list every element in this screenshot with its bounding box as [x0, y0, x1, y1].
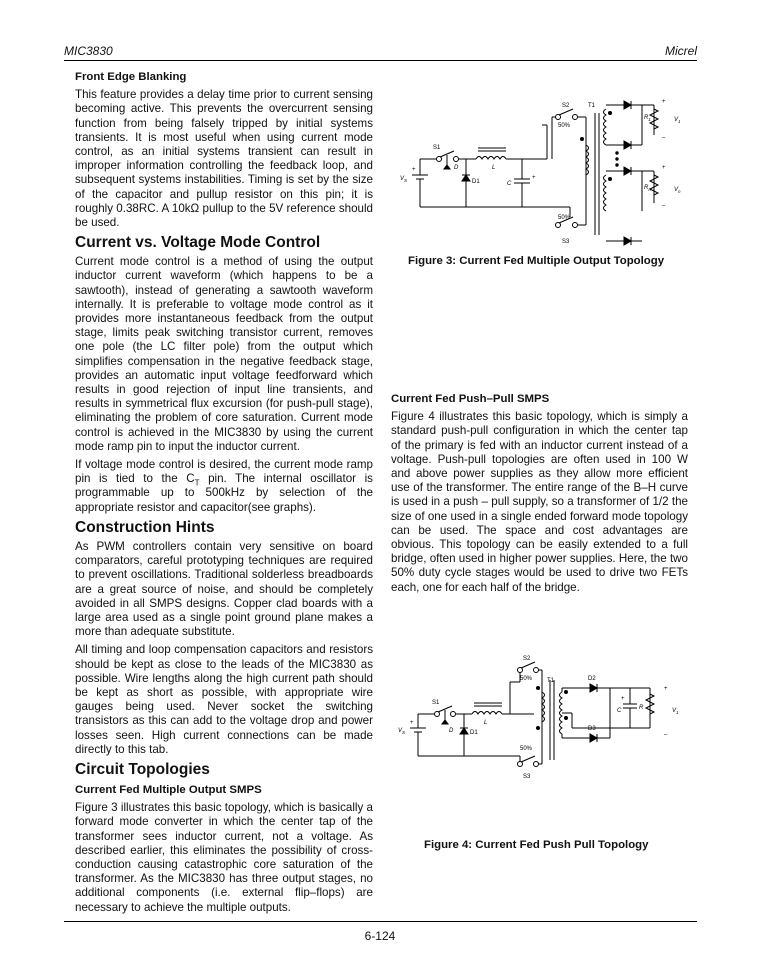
figure-3-schematic: [392, 95, 692, 255]
fig4-label-v1: [672, 708, 679, 715]
fig4-plus-v1: +: [664, 686, 668, 692]
fig3-rn-main: R: [644, 185, 649, 191]
page-number: 6-124: [364, 929, 396, 943]
fig4-label-d1: D1: [470, 730, 478, 736]
current-vs-voltage-p1: Current mode control is a method of using the output inductor current waveform (which happens to be a sawtooth), instead of generating a sawtooth waveform internally. It is preferable to voltage mode control as it provides more instantaneous feedback from the output stage, limits peak switching transistor current, removes one pole (the LC filter pole) from the output which simplifies compensation in the negative feedback stage, provides an automatic input voltage feedforward which results in good rejection of input line transients, and results in symmetrical flux excursion (for push-pull stage), eliminating the problem of core saturation. Current mode control is achieved in the MIC3830 by using the current mode ramp pin to input the inductor current.: [75, 255, 373, 453]
fig4-label-d: D: [449, 728, 454, 734]
fig4-plus-vs: +: [410, 720, 414, 726]
fig3-v1-sub: 1: [678, 119, 681, 124]
fig3-v1-main: V: [674, 117, 679, 123]
p2-part-b: pin. The internal oscillator is programmable up to 500kHz by selection of the appropriate resistor and capacitor(see graphs).: [75, 472, 373, 514]
fig3-label-s3: S3: [562, 239, 570, 245]
push-pull-heading: Current Fed Push–Pull SMPS: [391, 393, 550, 405]
p2-part-a: If voltage mode control is desired, the current mode ramp pin is tied to the C: [75, 458, 373, 486]
fig3-label-rn: [644, 185, 651, 192]
fig3-label-s2: S2: [562, 103, 570, 109]
fig3-minus-v1: –: [662, 135, 666, 141]
fig3-label-vn: [674, 187, 681, 194]
multi-output-subheading: Current Fed Multiple Output SMPS: [75, 783, 262, 796]
fig3-plus-vn: +: [662, 165, 666, 171]
fig4-label-l: L: [484, 720, 488, 726]
fig4-label-s3: S3: [523, 774, 531, 780]
fig4-plus-c: +: [621, 696, 625, 702]
multi-output-body: Figure 3 illustrates this basic topology, which is basically a forward mode converter in which the center tap of the transformer sees inductor current, not a voltage. As described earlier, this eliminates the possibility of cross-conduction causing catastrophic core saturation of the transformer. As the MIC3830 has three output stages, no additional components (i.e. external flip–flops) are necessary to achieve the multiple outputs.: [75, 801, 373, 914]
figure-4-schematic: [392, 652, 692, 782]
fig3-label-t1: T1: [588, 103, 596, 109]
fig4-label-t1: T1: [547, 678, 555, 684]
figure-4-caption: Figure 4: Current Fed Push Pull Topology: [424, 839, 649, 851]
fig3-vs-main: V: [400, 176, 405, 182]
fig4-vs-main: V: [398, 728, 403, 734]
fig3-plus-c: +: [532, 175, 536, 181]
fig4-label-s1: S1: [432, 700, 440, 706]
construction-p2: All timing and loop compensation capacitors and resistors should be kept as close to the leads of the MIC3830 as possible. Wire lengths along the high current path should be kept as short as possible, with appropriate wire gauges being used. Never socket the switching transistors as this can add to the voltage drop and power losses seen. High current connections can be made directly to this tab.: [75, 643, 373, 756]
fig3-duty-top: 50%: [558, 123, 571, 129]
fig3-plus-v1: +: [662, 99, 666, 105]
construction-heading: Construction Hints: [75, 518, 215, 536]
topologies-heading: Circuit Topologies: [75, 760, 210, 778]
fig4-label-s2: S2: [523, 656, 531, 662]
current-vs-voltage-heading: Current vs. Voltage Mode Control: [75, 234, 321, 252]
fig4-label-vs: [398, 728, 405, 735]
p2-subscript: T: [194, 478, 200, 488]
header-rule: [64, 60, 697, 61]
fig3-r1-sub: 1: [648, 117, 651, 122]
fig3-label-d1: D1: [472, 179, 480, 185]
current-vs-voltage-p2: [75, 458, 373, 515]
fig3-r1-main: R: [644, 115, 649, 121]
fig4-duty-top: 50%: [520, 676, 533, 682]
fig3-label-r1: [644, 115, 651, 122]
fig3-label-l: L: [492, 165, 496, 171]
front-edge-heading: Front Edge Blanking: [75, 71, 187, 83]
fig3-rn-sub: n: [648, 187, 651, 192]
push-pull-body: Figure 4 illustrates this basic topology, which is simply a standard push-pull configuration in which the center tap of the primary is fed with an inductor current instead of a voltage. Push-pull topologies are often used in 100 W and above power supplies as they allow more efficient use of the transformer. The entire range of the B–H curve is used in a push – pull supply, so a transformer of 1/2 the size of one used in a single ended forward mode topology can be used. The space and cost advantages are obvious. This topology can be easily extended to a full bridge, often used in higher power supplies. Here, the two 50% duty cycle stages would be used to drive two FETs each, one for each half of the bridge.: [391, 410, 688, 594]
figure-3-caption: Figure 3: Current Fed Multiple Output Topology: [408, 255, 665, 267]
fig3-plus-vs: +: [412, 167, 416, 173]
fig3-duty-bot: 50%: [558, 215, 571, 221]
construction-p1: As PWM controllers contain very sensitive on board comparators, careful prototyping techniques are required to prevent oscillations. Traditional solderless breadboards are a great source of noise, and should be completely avoided in all SMPS designs. Copper clad boards with a large area used as a single point ground plane makes a more than adequate substitute.: [75, 539, 373, 639]
header-doc-id: MIC3830: [64, 44, 113, 58]
fig4-label-c: C: [617, 708, 622, 714]
fig4-v1-sub: 1: [676, 710, 679, 715]
fig4-label-r: R: [639, 705, 644, 711]
right-column: [391, 392, 688, 599]
left-column: [75, 70, 373, 919]
fig4-v1-main: V: [672, 708, 677, 714]
fig4-vs-sub: S: [402, 730, 406, 735]
fig3-label-s1: S1: [433, 145, 441, 151]
header-brand: Micrel: [665, 44, 697, 58]
fig3-vn-main: V: [674, 187, 679, 193]
fig3-vn-sub: n: [678, 189, 681, 194]
fig4-minus-v1: –: [664, 732, 668, 738]
fig3-label-d: D: [454, 165, 459, 171]
fig3-minus-vn: –: [662, 203, 666, 209]
fig3-label-vs: [400, 176, 407, 183]
fig3-label-c: C: [507, 181, 512, 187]
fig4-duty-bot: 50%: [520, 746, 533, 752]
fig4-label-d2: D2: [588, 676, 596, 682]
fig4-label-d3: D3: [588, 726, 596, 732]
footer-rule: [64, 921, 697, 922]
fig3-label-v1: [674, 117, 681, 124]
fig3-vs-sub: S: [404, 178, 408, 183]
front-edge-body: This feature provides a delay time prior to current sensing becoming active. This prevents the overcurrent sensing function from being falsely tripped by initial systems transients. It is most useful when using current mode control, as an initial systems transient can result in improper information controlling the feedback loop, and subsequent systems instabilities. Timing is set by the size of the capacitor and pullup resistor on this pin; it is roughly 0.38RC. A 10kΩ pullup to the 5V reference should be used.: [75, 88, 373, 230]
